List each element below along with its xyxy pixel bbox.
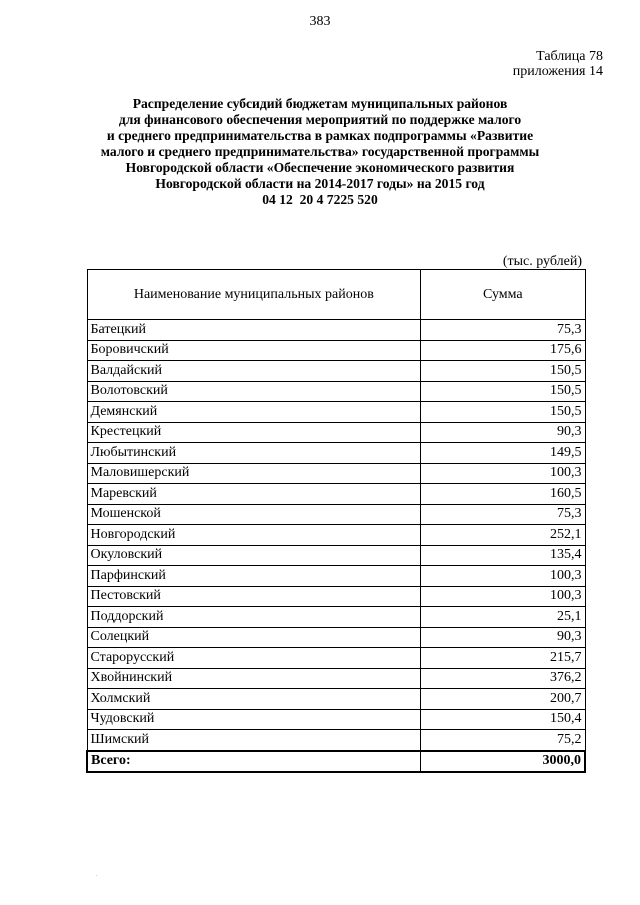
- district-name-cell: Парфинский: [87, 566, 421, 587]
- district-name-cell: Демянский: [87, 402, 421, 423]
- district-name-cell: Батецкий: [87, 320, 421, 341]
- sum-cell: 252,1: [421, 525, 585, 546]
- district-name-cell: Старорусский: [87, 648, 421, 669]
- district-name-cell: Мошенской: [87, 504, 421, 525]
- table-row: [87, 525, 585, 546]
- sum-cell: 90,3: [421, 627, 585, 648]
- table-row: [87, 566, 585, 587]
- sum-cell: 25,1: [421, 607, 585, 628]
- table-row: [87, 340, 585, 361]
- document-title: [60, 96, 580, 208]
- district-name-cell: Поддорский: [87, 607, 421, 628]
- scan-mark: .: [96, 872, 98, 878]
- sum-cell: 150,5: [421, 402, 585, 423]
- table-reference-line-1: Таблица 78: [536, 49, 603, 64]
- table-row: [87, 381, 585, 402]
- district-name-cell: Солецкий: [87, 627, 421, 648]
- table-row: [87, 607, 585, 628]
- district-name-cell: Шимский: [87, 730, 421, 751]
- title-line: Новгородской области на 2014-2017 годы» на 2015 год: [155, 176, 485, 191]
- sum-cell: 200,7: [421, 689, 585, 710]
- table-row: [87, 484, 585, 505]
- table-row: [87, 648, 585, 669]
- table-row: [87, 422, 585, 443]
- district-name-cell: Крестецкий: [87, 422, 421, 443]
- sum-cell: 150,4: [421, 709, 585, 730]
- table-row: [87, 402, 585, 423]
- district-name-cell: Любытинский: [87, 443, 421, 464]
- table-row: [87, 709, 585, 730]
- table-reference-line-2: приложения 14: [512, 64, 603, 79]
- table-row: [87, 545, 585, 566]
- units-label: (тыс. рублей): [502, 254, 582, 269]
- district-name-cell: Маревский: [87, 484, 421, 505]
- sum-cell: 376,2: [421, 668, 585, 689]
- table-row: [87, 443, 585, 464]
- header-district-name: Наименование муниципальных районов: [87, 270, 421, 320]
- district-name-cell: Холмский: [87, 689, 421, 710]
- title-line: Распределение субсидий бюджетам муниципальных районов: [132, 96, 508, 111]
- district-name-cell: Новгородский: [87, 525, 421, 546]
- table-row: [87, 689, 585, 710]
- total-value: 3000,0: [421, 751, 585, 773]
- table-row: [87, 730, 585, 751]
- district-name-cell: Маловишерский: [87, 463, 421, 484]
- table-row: [87, 627, 585, 648]
- table-row: [87, 320, 585, 341]
- sum-cell: 150,5: [421, 361, 585, 382]
- district-name-cell: Волотовский: [87, 381, 421, 402]
- total-label: Всего:: [87, 751, 421, 773]
- sum-cell: 90,3: [421, 422, 585, 443]
- district-name-cell: Окуловский: [87, 545, 421, 566]
- title-line: для финансового обеспечения мероприятий по поддержке малого: [118, 112, 522, 127]
- sum-cell: 150,5: [421, 381, 585, 402]
- sum-cell: 175,6: [421, 340, 585, 361]
- sum-cell: 75,2: [421, 730, 585, 751]
- district-name-cell: Чудовский: [87, 709, 421, 730]
- district-name-cell: Валдайский: [87, 361, 421, 382]
- budget-code: 04 12 20 4 7225 520: [262, 192, 378, 207]
- page-number: 383: [309, 14, 331, 29]
- table-row: [87, 504, 585, 525]
- table-header-row: [87, 270, 585, 320]
- sum-cell: 160,5: [421, 484, 585, 505]
- table-row: [87, 463, 585, 484]
- table-row: [87, 668, 585, 689]
- table-row: [87, 586, 585, 607]
- title-line: Новгородской области «Обеспечение экономического развития: [125, 160, 515, 175]
- subsidy-table: [86, 269, 586, 773]
- title-line: малого и среднего предпринимательства» государственной программы: [100, 144, 540, 159]
- district-name-cell: Боровичский: [87, 340, 421, 361]
- district-name-cell: Пестовский: [87, 586, 421, 607]
- total-row: [87, 751, 585, 773]
- sum-cell: 75,3: [421, 320, 585, 341]
- sum-cell: 100,3: [421, 463, 585, 484]
- sum-cell: 100,3: [421, 566, 585, 587]
- district-name-cell: Хвойнинский: [87, 668, 421, 689]
- title-line: и среднего предпринимательства в рамках подпрограммы «Развитие: [106, 128, 534, 143]
- table-row: [87, 361, 585, 382]
- sum-cell: 100,3: [421, 586, 585, 607]
- sum-cell: 215,7: [421, 648, 585, 669]
- table-body: [87, 320, 585, 751]
- sum-cell: 149,5: [421, 443, 585, 464]
- sum-cell: 75,3: [421, 504, 585, 525]
- table-reference: [513, 49, 603, 79]
- header-sum: Сумма: [421, 270, 585, 320]
- sum-cell: 135,4: [421, 545, 585, 566]
